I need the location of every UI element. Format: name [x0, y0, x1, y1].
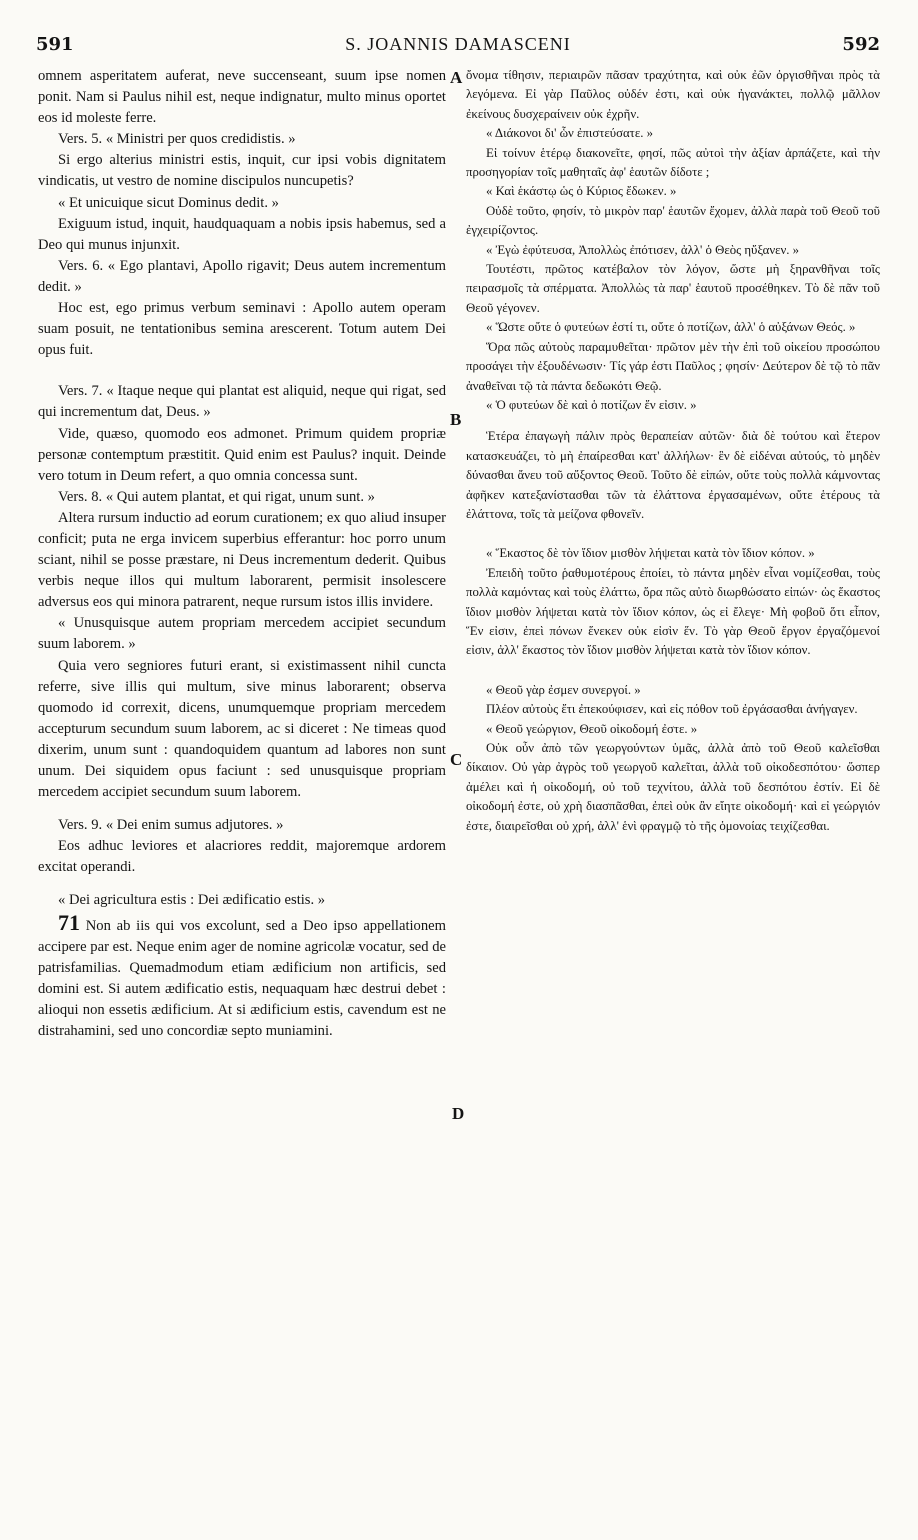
greek-paragraph: Ἐπειδὴ τοῦτο ῥαθυμοτέρους ἐποίει, τὸ πάντα μηδὲν εἶναι νομίζεσθαι, τοὺς πολλὰ καμόντας καὶ τοὺς ἐλάττω, ὅρα πῶς αὐτὸ διωρθώσατο εἰπών· ὡς ἕκαστος ἴδιον μισθὸν λήψεται κατὰ τὸν ἴδιον κόπον, ὡς εἰ ἔλεγε· Μὴ φοβοῦ ὅτι εἶπον, Ἕν εἰσιν, ἐπεὶ πόνων ἕνεκεν οὐκ εἰσὶν ἕν. Τὸ γὰρ Θεοῦ ἔργον ἐργαζόμενοί εἰσιν, ἀλλ' ἕκαστος τὸν ἴδιον μισθὸν λήψεται κατὰ τὸν ἴδιον κόπον.	[466, 565, 880, 658]
page-number-right: 592	[842, 34, 880, 55]
page-number-left: 591	[36, 34, 74, 55]
greek-paragraph: Τουτέστι, πρῶτος κατέβαλον τὸν λόγον, ὥστε μὴ ξηρανθῆναι τοῖς πειρασμοῖς τὰ σπέρματα. Ἀπολλὼς τὰ παρ' ἑαυτοῦ προσέθηκεν. Τὸ δὲ πᾶν τοῦ Θεοῦ γέγονεν.	[466, 262, 880, 315]
greek-column	[466, 66, 880, 836]
greek-paragraph: Εἰ τοίνυν ἑτέρῳ διακονεῖτε, φησί, πῶς αὐτοὶ τὴν ἀξίαν ἁρπάζετε, καὶ τὴν προσηγορίαν τοῖς μαθηταῖς ἀφ' ἑαυτῶν δίδοτε ;	[466, 145, 880, 180]
latin-paragraph	[38, 909, 446, 1043]
latin-verse: Vers. 6. « Ego plantavi, Apollo rigavit; Deus autem incrementum dedit. »	[38, 257, 446, 295]
margin-marker-b: B	[450, 410, 462, 429]
latin-paragraph: Quia vero segniores futuri erant, si existimassent nihil cuncta referre, sive illis qui multum, sive minus laborarent; observa quomodo id correxit, dicens, unumquemque propriam mercedem accepturum secundum suum laborem, ac si diceret : Ne timeas quod dixerim, unum sunt : quandoquidem quantum ad labores non sunt unum. Dei siquidem opus faciunt : sed unusquisque propriam mercedem accipiet secundum suum laborem.	[38, 657, 446, 801]
greek-paragraph: Πλέον αὐτοὺς ἔτι ἐπεκούφισεν, καὶ εἰς πόθον τοῦ ἐργάσασθαι ἀνήγαγεν.	[486, 702, 858, 717]
latin-paragraph: Altera rursum inductio ad eorum curationem; ex quo aliud insuper conficit; puta ne erga invicem superbius efferantur: hoc porro unum sciant, nihil se posse præstare, ni Deus incrementum dederit. Quibus verbis neque illos qui multum laborarent, permisit insolescere adversus eos qui minora patrarent, neque rursum istos illis invidere.	[38, 509, 446, 611]
latin-verse: Vers. 8. « Qui autem plantat, et qui rigat, unum sunt. »	[58, 488, 375, 505]
greek-verse: « Θεοῦ γεώργιον, Θεοῦ οἰκοδομή ἐστε. »	[486, 721, 698, 736]
latin-paragraph: omnem asperitatem auferat, neve succenseant, suum ipse nomen ponit. Nam si Paulus nihil est, neque indignatur, multo minus oportet eos id moleste ferre.	[38, 68, 446, 127]
greek-verse: « Ὁ φυτεύων δὲ καὶ ὁ ποτίζων ἕν εἰσιν. »	[486, 397, 697, 412]
greek-verse: « Καὶ ἑκάστῳ ὡς ὁ Κύριος ἔδωκεν. »	[486, 184, 677, 199]
margin-marker-c: C	[450, 750, 463, 769]
greek-paragraph: Οὐκ οὖν ἀπὸ τῶν γεωργούντων ὑμᾶς, ἀλλὰ ἀπὸ τοῦ Θεοῦ καλεῖσθαι δίκαιον. Οὐ γὰρ ἀγρὸς τοῦ γεωργοῦ καλεῖται, ἀλλὰ τοῦ οἰκοδεσπότου· ὥσπερ ἀμέλει καὶ ἡ οἰκοδομή, οὐ τοῦ τεχνίτου, ἀλλὰ τοῦ δεσπότου ἐστίν. Εἰ δὲ οἰκοδομή ἐστε, οὐ χρὴ διασπᾶσθαι, ἐπεὶ οὐκ ἂν εἴητε οἰκοδομή· καὶ εἰ γεώργιόν ἐστε, διαιρεῖσθαι οὐ χρή, ἀλλ' ἑνὶ φραγμῷ τὸ τῆς ὁμονοίας τειχίζεσθαι.	[466, 741, 880, 833]
latin-paragraph: Vide, quæso, quomodo eos admonet. Primum quidem propriæ personæ contemptum præstitit. Quid enim est Paulus? inquit. Deinde vero totum in Deum refert, a quo omnia concessa sunt.	[38, 425, 446, 484]
greek-verse: « Ἐγὼ ἐφύτευσα, Ἀπολλὼς ἐπότισεν, ἀλλ' ὁ Θεὸς ηὔξανεν. »	[486, 242, 800, 257]
greek-verse: « Ἕκαστος δὲ τὸν ἴδιον μισθὸν λήψεται κατὰ τὸν ἴδιον κόπον. »	[486, 546, 815, 561]
latin-paragraph: Hoc est, ego primus verbum seminavi : Apollo autem operam suam posuit, ne tentationibus semina arescerent. Totum autem Dei opus fuit.	[38, 300, 446, 359]
column-number: 71	[58, 909, 80, 935]
latin-verse: « Unusquisque autem propriam mercedem accipiet secundum suum laborem. »	[38, 615, 446, 653]
page-header	[36, 34, 880, 64]
latin-paragraph: Exiguum istud, inquit, haudquaquam a nobis ipsis habemus, sed a Deo qui munus injunxit.	[38, 215, 446, 253]
margin-marker-d: D	[452, 1104, 465, 1123]
latin-paragraph: Eos adhuc leviores et alacriores reddit, majoremque ardorem excitat operandi.	[38, 838, 446, 876]
greek-verse: « Ὥστε οὔτε ὁ φυτεύων ἐστί τι, οὔτε ὁ ποτίζων, ἀλλ' ὁ αὐξάνων Θεός. »	[486, 320, 856, 335]
latin-verse: Vers. 7. « Itaque neque qui plantat est aliquid, neque qui rigat, sed qui incrementum dat, Deus. »	[38, 383, 446, 421]
latin-paragraph: Si ergo alterius ministri estis, inquit, cur ipsi vobis dignitatem vindicatis, ut vestro de nomine discipulos nuncupetis?	[38, 152, 446, 190]
latin-column	[38, 66, 446, 1042]
greek-verse: « Θεοῦ γὰρ ἐσμεν συνεργοί. »	[486, 682, 641, 697]
latin-verse: Vers. 5. « Ministri per quos credidistis. »	[58, 131, 296, 148]
latin-verse: Vers. 9. « Dei enim sumus adjutores. »	[58, 817, 284, 834]
latin-verse: « Et unicuique sicut Dominus dedit. »	[58, 194, 279, 211]
running-title: S. JOANNIS DAMASCENI	[345, 34, 571, 54]
greek-verse: « Διάκονοι δι' ὧν ἐπιστεύσατε. »	[486, 126, 653, 141]
greek-paragraph: Οὐδὲ τοῦτο, φησίν, τὸ μικρὸν παρ' ἑαυτῶν ἔχομεν, ἀλλὰ παρὰ τοῦ Θεοῦ τοῦ ἐγχειρίζοντος.	[466, 203, 880, 238]
greek-paragraph: ὄνομα τίθησιν, περιαιρῶν πᾶσαν τραχύτητα, καὶ οὐκ ἐῶν ὀργισθῆναι πρὸς τὰ λεγόμενα. Εἰ γὰρ Παῦλος οὐδέν ἐστι, καὶ οὐκ ἠγανάκτει, πολλῷ μᾶλλον ἐκείνους δυσχεραίνειν οὐκ ἐχρῆν.	[466, 68, 880, 121]
latin-verse: « Dei agricultura estis : Dei ædificatio estis. »	[58, 892, 326, 909]
latin-paragraph-text: Non ab iis qui vos excolunt, sed a Deo ipso appellationem accipere par est. Neque enim ager de nomine agricolæ vocatur, sed de patrisfamilias. Quemadmodum etiam ædificium non artificis, sed domini est. Si autem ædificatio estis, nequaquam hæc destrui debet : alioqui non essetis ædificium. At si ædificium estis, cavendum est ne distrahamini, sed uno concordiæ septo muniamini.	[38, 917, 446, 1040]
greek-paragraph: Ἑτέρα ἐπαγωγὴ πάλιν πρὸς θεραπείαν αὐτῶν· διὰ δὲ τούτου καὶ ἕτερον κατασκευάζει, τὸ μὴ ἐπαίρεσθαι κατ' ἀλλήλων· ἓν δὲ εἰδέναι αὐτούς, τὸ μηδὲν δύνασθαι ἄνευ τοῦ αὔξοντος Θεοῦ. Τοῦτο δὲ εἰπών, οὔτε τοὺς πολλὰ κάμνοντας ἀφῆκεν κατεξανίστασθαι τῶν τὰ ἐλάττονα ἐργασαμένων, οὔτε ἑτέρους τὰ ἐλάττονα, τοῖς τὰ μείζονα φθονεῖν.	[466, 429, 880, 521]
greek-paragraph: Ὅρα πῶς αὐτοὺς παραμυθεῖται· πρῶτον μὲν τὴν ἐπὶ τοῦ οἰκείου προσώπου προσάγει τὴν ἐξουδένωσιν· Τίς γάρ ἐστι Παῦλος ; φησίν· Δεύτερον δὲ τῷ τὸ πᾶν ἀναθεῖναι τῷ τὰ πάντα δεδωκότι Θεῷ.	[466, 339, 880, 393]
margin-marker-a: A	[450, 68, 463, 87]
